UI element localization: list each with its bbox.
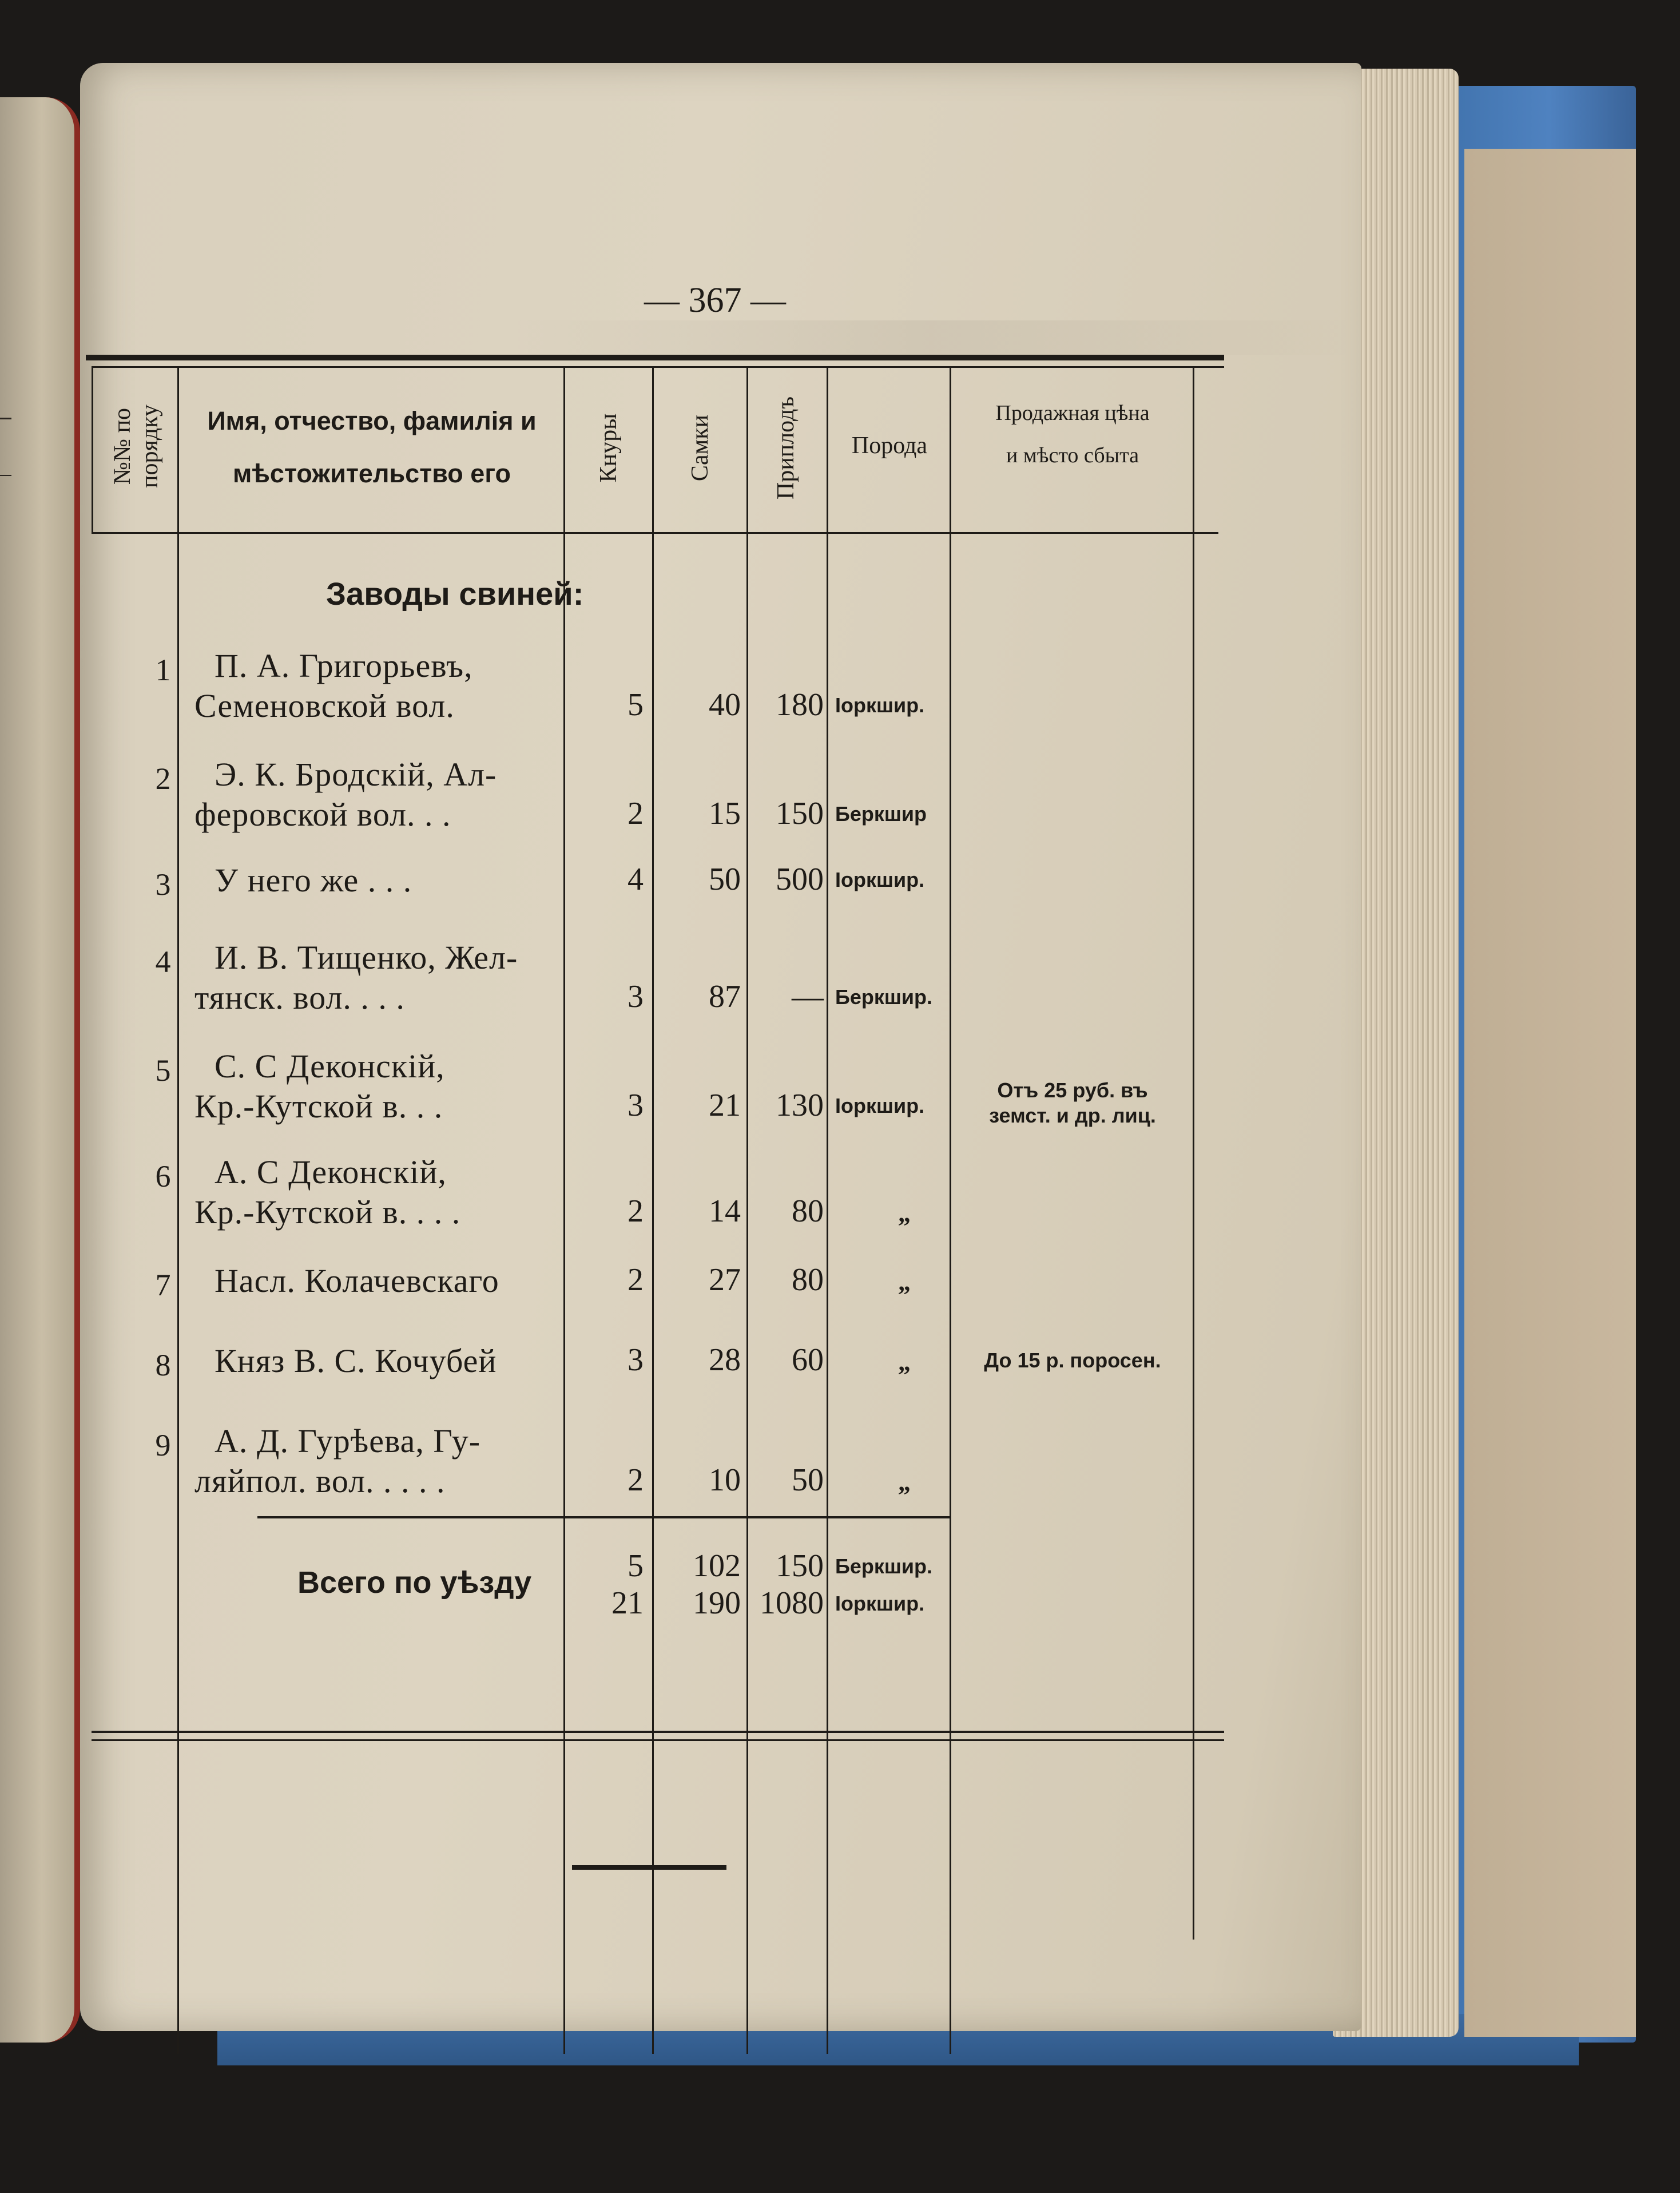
- row-offspring: 80: [792, 1262, 824, 1298]
- total-separator: [257, 1516, 950, 1518]
- header-name: Имя, отчество, фамилія и мѣстожительство его: [207, 406, 537, 488]
- row-sows: 10: [709, 1462, 741, 1498]
- row-price: земст. и др. лиц.: [989, 1104, 1156, 1127]
- row-breed: Беркшир: [835, 802, 927, 826]
- row-name-line: Княз В. С. Кочубей: [215, 1342, 497, 1379]
- total-boars: 5: [627, 1548, 644, 1584]
- row-name-line: И. В. Тищенко, Жел-: [215, 939, 518, 976]
- table-bottom-rule: [92, 1731, 1224, 1733]
- back-cover: [1464, 149, 1636, 2037]
- row-breed: „: [898, 1199, 911, 1227]
- row-name-line: Кр.-Кутской в. . .: [194, 1088, 443, 1125]
- row-boars: 2: [627, 1262, 644, 1298]
- header-price: Продажная цѣна и мѣсто сбыта: [995, 401, 1150, 467]
- row-offspring: 50: [792, 1462, 824, 1498]
- total-offspring: 150: [776, 1548, 824, 1584]
- page-number: — 367 —: [644, 281, 786, 320]
- row-index: 5: [155, 1053, 171, 1088]
- row-breed: Беркшир.: [835, 985, 933, 1009]
- row-sows: 14: [709, 1193, 741, 1229]
- left-page: [0, 97, 80, 2043]
- row-name-line: тянск. вол. . . .: [194, 979, 405, 1016]
- row-offspring: 500: [776, 862, 824, 897]
- row-index: 2: [155, 762, 171, 796]
- header-breed: Порода: [851, 433, 928, 459]
- row-boars: 3: [627, 1342, 644, 1378]
- section-title: Заводы свиней:: [326, 576, 584, 612]
- row-index: 9: [155, 1428, 171, 1462]
- row-boars: 5: [627, 687, 644, 723]
- row-boars: 2: [627, 1462, 644, 1498]
- row-index: 3: [155, 867, 171, 902]
- total-boars: 21: [611, 1585, 644, 1621]
- row-name-line: А. Д. Гурѣева, Гу-: [215, 1422, 481, 1460]
- row-breed: „: [898, 1268, 911, 1296]
- row-index: 1: [155, 653, 171, 687]
- row-sows: 21: [709, 1088, 741, 1123]
- row-breed: Іоркшир.: [835, 1094, 925, 1117]
- book-page: [80, 63, 1361, 2031]
- row-price: До 15 р. поросен.: [984, 1349, 1161, 1372]
- row-name-line: С. С Деконскій,: [215, 1048, 445, 1085]
- header-boars: Кнуры: [595, 413, 622, 483]
- total-offspring: 1080: [760, 1585, 824, 1621]
- row-sows: 15: [709, 796, 741, 831]
- row-offspring: 80: [792, 1193, 824, 1229]
- row-boars: 3: [627, 979, 644, 1014]
- row-sows: 27: [709, 1262, 741, 1298]
- row-sows: 50: [709, 862, 741, 897]
- total-sows: 102: [693, 1548, 741, 1584]
- row-boars: 3: [627, 1088, 644, 1123]
- row-name-line: Семеновской вол.: [194, 687, 455, 724]
- row-name-line: Э. К. Бродскій, Ал-: [215, 756, 497, 793]
- row-boars: 2: [627, 1193, 644, 1229]
- row-name-line: Насл. Колачевскаго: [215, 1262, 499, 1299]
- header-index: №№ по порядку: [109, 405, 163, 488]
- row-name-line: У него же . . .: [215, 862, 412, 899]
- table-top-rule: [86, 355, 1224, 360]
- row-index: 8: [155, 1348, 171, 1382]
- row-boars: 4: [627, 862, 644, 897]
- row-name-line: феровской вол. . .: [194, 796, 451, 833]
- row-name-line: ляйпол. вол. . . . .: [194, 1462, 446, 1500]
- row-price: Отъ 25 руб. въ: [997, 1078, 1148, 1102]
- row-offspring: 130: [776, 1088, 824, 1123]
- row-breed: „: [898, 1468, 911, 1496]
- row-name-line: П. А. Григорьевъ,: [215, 647, 473, 684]
- row-sows: 40: [709, 687, 741, 723]
- row-offspring: 60: [792, 1342, 824, 1378]
- row-sows: 28: [709, 1342, 741, 1378]
- row-offspring: —: [792, 979, 824, 1014]
- row-index: 6: [155, 1159, 171, 1193]
- row-sows: 87: [709, 979, 741, 1014]
- total-label: Всего по уѣзду: [297, 1565, 532, 1600]
- header-sows: Самки: [687, 414, 713, 482]
- row-name-line: Кр.-Кутской в. . . .: [194, 1193, 461, 1231]
- total-breed: Іоркшир.: [835, 1592, 925, 1615]
- row-breed: Іоркшир.: [835, 868, 925, 891]
- header-bottom-rule: [92, 532, 1218, 534]
- row-breed: „: [898, 1348, 911, 1376]
- row-breed: Іоркшир.: [835, 693, 925, 717]
- row-index: 4: [155, 945, 171, 979]
- row-name-line: А. С Деконскій,: [215, 1153, 447, 1191]
- header-offspring: Приплодъ: [773, 396, 799, 500]
- closing-dash: [572, 1865, 726, 1870]
- row-index: 7: [155, 1268, 171, 1302]
- row-offspring: 180: [776, 687, 824, 723]
- total-sows: 190: [693, 1585, 741, 1621]
- row-boars: 2: [627, 796, 644, 831]
- row-offspring: 150: [776, 796, 824, 831]
- total-breed: Беркшир.: [835, 1554, 933, 1578]
